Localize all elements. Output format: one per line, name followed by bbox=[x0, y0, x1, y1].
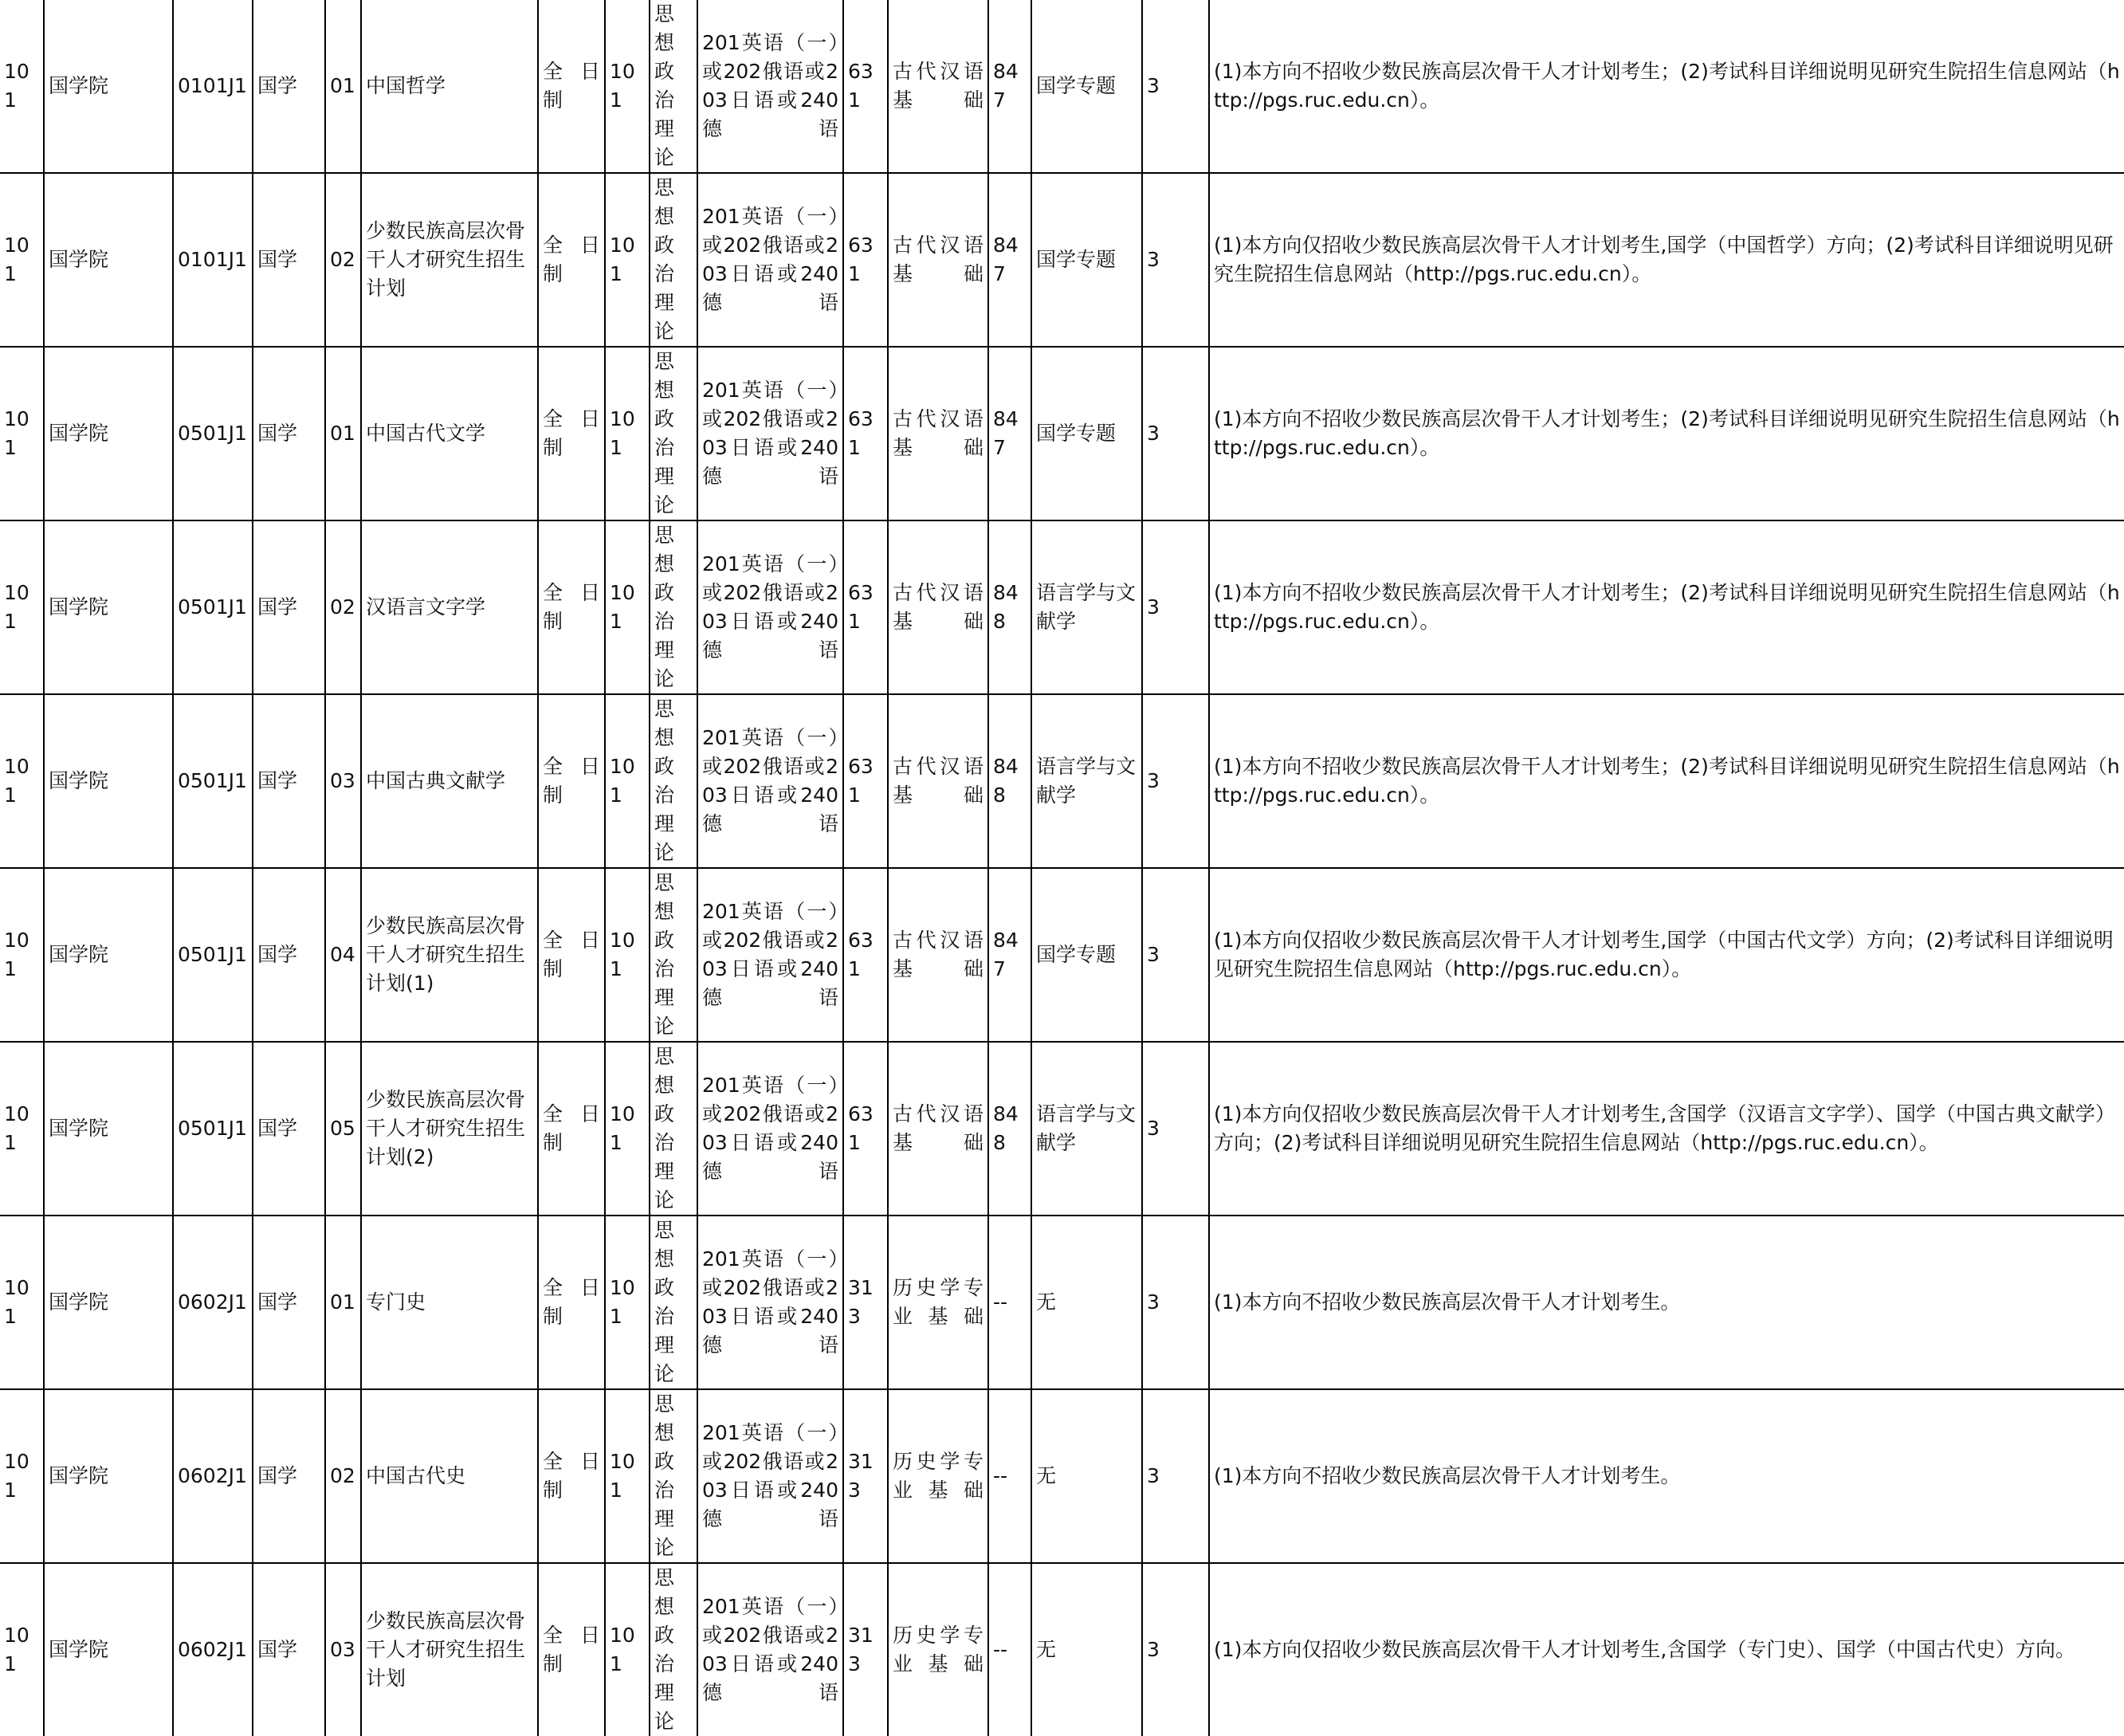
direction-name-cell: 中国古典文献学 bbox=[361, 694, 538, 868]
exam1-code-cell: 101 bbox=[605, 520, 650, 694]
note-cell: (1)本方向不招收少数民族高层次骨干人才计划考生；(2)考试科目详细说明见研究生院招生信息网站（http://pgs.ruc.edu.cn）。 bbox=[1209, 347, 2124, 520]
dept-code-cell: 101 bbox=[0, 347, 44, 520]
major-name-cell: 国学 bbox=[253, 1216, 325, 1389]
major-code-cell: 0602J1 bbox=[173, 1563, 253, 1736]
exam2-cell: 201英语（一）或202俄语或203日语或240德语 bbox=[697, 1216, 843, 1389]
exam3-name-cell: 古代汉语基础 bbox=[888, 1042, 988, 1216]
direction-code-cell: 02 bbox=[325, 173, 361, 347]
table-row bbox=[0, 694, 2124, 868]
duration-cell: 3 bbox=[1142, 694, 1209, 868]
exam4-code-cell: 847 bbox=[988, 868, 1031, 1042]
exam3-code-cell: 631 bbox=[843, 520, 888, 694]
exam1-code-cell: 101 bbox=[605, 1042, 650, 1216]
exam2-cell: 201英语（一）或202俄语或203日语或240德语 bbox=[697, 0, 843, 173]
direction-name-cell: 中国古代文学 bbox=[361, 347, 538, 520]
dept-code-cell: 101 bbox=[0, 868, 44, 1042]
direction-code-cell: 03 bbox=[325, 694, 361, 868]
exam3-code-cell: 313 bbox=[843, 1563, 888, 1736]
dept-name-cell: 国学院 bbox=[44, 1563, 173, 1736]
direction-name-cell: 少数民族高层次骨干人才研究生招生计划 bbox=[361, 1563, 538, 1736]
duration-cell: 3 bbox=[1142, 868, 1209, 1042]
note-cell: (1)本方向不招收少数民族高层次骨干人才计划考生；(2)考试科目详细说明见研究生院招生信息网站（http://pgs.ruc.edu.cn）。 bbox=[1209, 520, 2124, 694]
exam4-name-cell: 无 bbox=[1031, 1563, 1142, 1736]
dept-name-cell: 国学院 bbox=[44, 694, 173, 868]
exam3-code-cell: 631 bbox=[843, 868, 888, 1042]
direction-name-cell: 专门史 bbox=[361, 1216, 538, 1389]
exam3-code-cell: 631 bbox=[843, 347, 888, 520]
exam1-code-cell: 101 bbox=[605, 694, 650, 868]
major-code-cell: 0602J1 bbox=[173, 1216, 253, 1389]
duration-cell: 3 bbox=[1142, 1563, 1209, 1736]
exam3-name-cell: 古代汉语基础 bbox=[888, 868, 988, 1042]
note-cell: (1)本方向仅招收少数民族高层次骨干人才计划考生,含国学（汉语言文字学）、国学（中国古典文献学）方向；(2)考试科目详细说明见研究生院招生信息网站（http://pgs.ruc.edu.cn）。 bbox=[1209, 1042, 2124, 1216]
exam4-name-cell: 国学专题 bbox=[1031, 173, 1142, 347]
direction-name-cell: 少数民族高层次骨干人才研究生招生计划 bbox=[361, 173, 538, 347]
dept-code-cell: 101 bbox=[0, 1389, 44, 1563]
exam3-code-cell: 631 bbox=[843, 0, 888, 173]
direction-code-cell: 02 bbox=[325, 1389, 361, 1563]
duration-cell: 3 bbox=[1142, 173, 1209, 347]
table-row bbox=[0, 1389, 2124, 1563]
duration-cell: 3 bbox=[1142, 1216, 1209, 1389]
exam1-code-cell: 101 bbox=[605, 347, 650, 520]
exam4-code-cell: 847 bbox=[988, 347, 1031, 520]
exam1-code-cell: 101 bbox=[605, 173, 650, 347]
exam4-name-cell: 语言学与文献学 bbox=[1031, 694, 1142, 868]
duration-cell: 3 bbox=[1142, 347, 1209, 520]
dept-name-cell: 国学院 bbox=[44, 868, 173, 1042]
note-cell: (1)本方向不招收少数民族高层次骨干人才计划考生。 bbox=[1209, 1216, 2124, 1389]
dept-code-cell: 101 bbox=[0, 1042, 44, 1216]
exam1-name-cell: 思想政治理论 bbox=[650, 1216, 697, 1389]
dept-code-cell: 101 bbox=[0, 520, 44, 694]
major-name-cell: 国学 bbox=[253, 1042, 325, 1216]
dept-name-cell: 国学院 bbox=[44, 1216, 173, 1389]
dept-name-cell: 国学院 bbox=[44, 1389, 173, 1563]
study-mode-cell: 全日制 bbox=[538, 173, 605, 347]
table-row bbox=[0, 347, 2124, 520]
major-name-cell: 国学 bbox=[253, 1389, 325, 1563]
exam1-code-cell: 101 bbox=[605, 868, 650, 1042]
direction-name-cell: 汉语言文字学 bbox=[361, 520, 538, 694]
exam1-name-cell: 思想政治理论 bbox=[650, 1563, 697, 1736]
exam4-code-cell: 847 bbox=[988, 173, 1031, 347]
exam4-name-cell: 国学专题 bbox=[1031, 868, 1142, 1042]
major-code-cell: 0501J1 bbox=[173, 868, 253, 1042]
exam3-name-cell: 历史学专业基础 bbox=[888, 1389, 988, 1563]
study-mode-cell: 全日制 bbox=[538, 1216, 605, 1389]
exam1-code-cell: 101 bbox=[605, 1216, 650, 1389]
major-code-cell: 0101J1 bbox=[173, 173, 253, 347]
study-mode-cell: 全日制 bbox=[538, 1389, 605, 1563]
direction-code-cell: 04 bbox=[325, 868, 361, 1042]
exam3-code-cell: 313 bbox=[843, 1216, 888, 1389]
major-name-cell: 国学 bbox=[253, 173, 325, 347]
exam4-code-cell: 848 bbox=[988, 520, 1031, 694]
direction-code-cell: 02 bbox=[325, 520, 361, 694]
exam2-cell: 201英语（一）或202俄语或203日语或240德语 bbox=[697, 1389, 843, 1563]
exam1-name-cell: 思想政治理论 bbox=[650, 347, 697, 520]
duration-cell: 3 bbox=[1142, 520, 1209, 694]
major-code-cell: 0501J1 bbox=[173, 347, 253, 520]
exam4-name-cell: 国学专题 bbox=[1031, 0, 1142, 173]
exam1-code-cell: 101 bbox=[605, 1563, 650, 1736]
exam2-cell: 201英语（一）或202俄语或203日语或240德语 bbox=[697, 347, 843, 520]
major-name-cell: 国学 bbox=[253, 0, 325, 173]
exam4-code-cell: 848 bbox=[988, 1042, 1031, 1216]
major-name-cell: 国学 bbox=[253, 868, 325, 1042]
exam1-name-cell: 思想政治理论 bbox=[650, 1389, 697, 1563]
exam4-code-cell: -- bbox=[988, 1563, 1031, 1736]
exam4-code-cell: -- bbox=[988, 1216, 1031, 1389]
study-mode-cell: 全日制 bbox=[538, 347, 605, 520]
exam2-cell: 201英语（一）或202俄语或203日语或240德语 bbox=[697, 694, 843, 868]
exam3-code-cell: 631 bbox=[843, 1042, 888, 1216]
dept-name-cell: 国学院 bbox=[44, 347, 173, 520]
major-code-cell: 0501J1 bbox=[173, 1042, 253, 1216]
exam2-cell: 201英语（一）或202俄语或203日语或240德语 bbox=[697, 173, 843, 347]
duration-cell: 3 bbox=[1142, 0, 1209, 173]
direction-name-cell: 中国古代史 bbox=[361, 1389, 538, 1563]
exam4-name-cell: 语言学与文献学 bbox=[1031, 520, 1142, 694]
exam2-cell: 201英语（一）或202俄语或203日语或240德语 bbox=[697, 520, 843, 694]
direction-name-cell: 少数民族高层次骨干人才研究生招生计划(2) bbox=[361, 1042, 538, 1216]
exam2-cell: 201英语（一）或202俄语或203日语或240德语 bbox=[697, 1563, 843, 1736]
major-name-cell: 国学 bbox=[253, 520, 325, 694]
exam4-code-cell: 848 bbox=[988, 694, 1031, 868]
exam3-name-cell: 古代汉语基础 bbox=[888, 0, 988, 173]
major-name-cell: 国学 bbox=[253, 347, 325, 520]
table-row bbox=[0, 0, 2124, 173]
dept-name-cell: 国学院 bbox=[44, 1042, 173, 1216]
note-cell: (1)本方向不招收少数民族高层次骨干人才计划考生。 bbox=[1209, 1389, 2124, 1563]
exam3-code-cell: 631 bbox=[843, 173, 888, 347]
major-code-cell: 0101J1 bbox=[173, 0, 253, 173]
study-mode-cell: 全日制 bbox=[538, 868, 605, 1042]
exam3-name-cell: 古代汉语基础 bbox=[888, 520, 988, 694]
dept-code-cell: 101 bbox=[0, 173, 44, 347]
note-cell: (1)本方向不招收少数民族高层次骨干人才计划考生；(2)考试科目详细说明见研究生院招生信息网站（http://pgs.ruc.edu.cn）。 bbox=[1209, 694, 2124, 868]
major-code-cell: 0501J1 bbox=[173, 694, 253, 868]
direction-code-cell: 01 bbox=[325, 1216, 361, 1389]
exam3-name-cell: 历史学专业基础 bbox=[888, 1216, 988, 1389]
exam3-name-cell: 古代汉语基础 bbox=[888, 347, 988, 520]
note-cell: (1)本方向仅招收少数民族高层次骨干人才计划考生,含国学（专门史）、国学（中国古代史）方向。 bbox=[1209, 1563, 2124, 1736]
major-code-cell: 0501J1 bbox=[173, 520, 253, 694]
major-name-cell: 国学 bbox=[253, 1563, 325, 1736]
exam3-name-cell: 古代汉语基础 bbox=[888, 694, 988, 868]
table-row bbox=[0, 868, 2124, 1042]
exam1-name-cell: 思想政治理论 bbox=[650, 1042, 697, 1216]
exam2-cell: 201英语（一）或202俄语或203日语或240德语 bbox=[697, 1042, 843, 1216]
exam4-name-cell: 语言学与文献学 bbox=[1031, 1042, 1142, 1216]
note-cell: (1)本方向不招收少数民族高层次骨干人才计划考生；(2)考试科目详细说明见研究生院招生信息网站（http://pgs.ruc.edu.cn）。 bbox=[1209, 0, 2124, 173]
exam1-name-cell: 思想政治理论 bbox=[650, 0, 697, 173]
dept-name-cell: 国学院 bbox=[44, 173, 173, 347]
exam4-code-cell: 847 bbox=[988, 0, 1031, 173]
major-code-cell: 0602J1 bbox=[173, 1389, 253, 1563]
table-row bbox=[0, 173, 2124, 347]
dept-code-cell: 101 bbox=[0, 1563, 44, 1736]
dept-code-cell: 101 bbox=[0, 0, 44, 173]
duration-cell: 3 bbox=[1142, 1389, 1209, 1563]
dept-code-cell: 101 bbox=[0, 1216, 44, 1389]
exam2-cell: 201英语（一）或202俄语或203日语或240德语 bbox=[697, 868, 843, 1042]
dept-name-cell: 国学院 bbox=[44, 0, 173, 173]
direction-code-cell: 01 bbox=[325, 0, 361, 173]
direction-code-cell: 03 bbox=[325, 1563, 361, 1736]
direction-code-cell: 01 bbox=[325, 347, 361, 520]
direction-name-cell: 中国哲学 bbox=[361, 0, 538, 173]
exam3-code-cell: 631 bbox=[843, 694, 888, 868]
major-name-cell: 国学 bbox=[253, 694, 325, 868]
dept-name-cell: 国学院 bbox=[44, 520, 173, 694]
table-row bbox=[0, 1563, 2124, 1736]
exam1-code-cell: 101 bbox=[605, 1389, 650, 1563]
exam3-name-cell: 古代汉语基础 bbox=[888, 173, 988, 347]
direction-name-cell: 少数民族高层次骨干人才研究生招生计划(1) bbox=[361, 868, 538, 1042]
table-row bbox=[0, 1042, 2124, 1216]
study-mode-cell: 全日制 bbox=[538, 1042, 605, 1216]
table-row bbox=[0, 520, 2124, 694]
study-mode-cell: 全日制 bbox=[538, 694, 605, 868]
exam1-name-cell: 思想政治理论 bbox=[650, 173, 697, 347]
exam4-name-cell: 无 bbox=[1031, 1389, 1142, 1563]
exam1-name-cell: 思想政治理论 bbox=[650, 520, 697, 694]
study-mode-cell: 全日制 bbox=[538, 0, 605, 173]
direction-code-cell: 05 bbox=[325, 1042, 361, 1216]
study-mode-cell: 全日制 bbox=[538, 1563, 605, 1736]
exam1-name-cell: 思想政治理论 bbox=[650, 868, 697, 1042]
study-mode-cell: 全日制 bbox=[538, 520, 605, 694]
exam4-code-cell: -- bbox=[988, 1389, 1031, 1563]
exam4-name-cell: 无 bbox=[1031, 1216, 1142, 1389]
dept-code-cell: 101 bbox=[0, 694, 44, 868]
exam1-code-cell: 101 bbox=[605, 0, 650, 173]
note-cell: (1)本方向仅招收少数民族高层次骨干人才计划考生,国学（中国古代文学）方向；(2)考试科目详细说明见研究生院招生信息网站（http://pgs.ruc.edu.cn）。 bbox=[1209, 868, 2124, 1042]
duration-cell: 3 bbox=[1142, 1042, 1209, 1216]
exam3-code-cell: 313 bbox=[843, 1389, 888, 1563]
exam1-name-cell: 思想政治理论 bbox=[650, 694, 697, 868]
note-cell: (1)本方向仅招收少数民族高层次骨干人才计划考生,国学（中国哲学）方向；(2)考试科目详细说明见研究生院招生信息网站（http://pgs.ruc.edu.cn）。 bbox=[1209, 173, 2124, 347]
exam4-name-cell: 国学专题 bbox=[1031, 347, 1142, 520]
exam3-name-cell: 历史学专业基础 bbox=[888, 1563, 988, 1736]
